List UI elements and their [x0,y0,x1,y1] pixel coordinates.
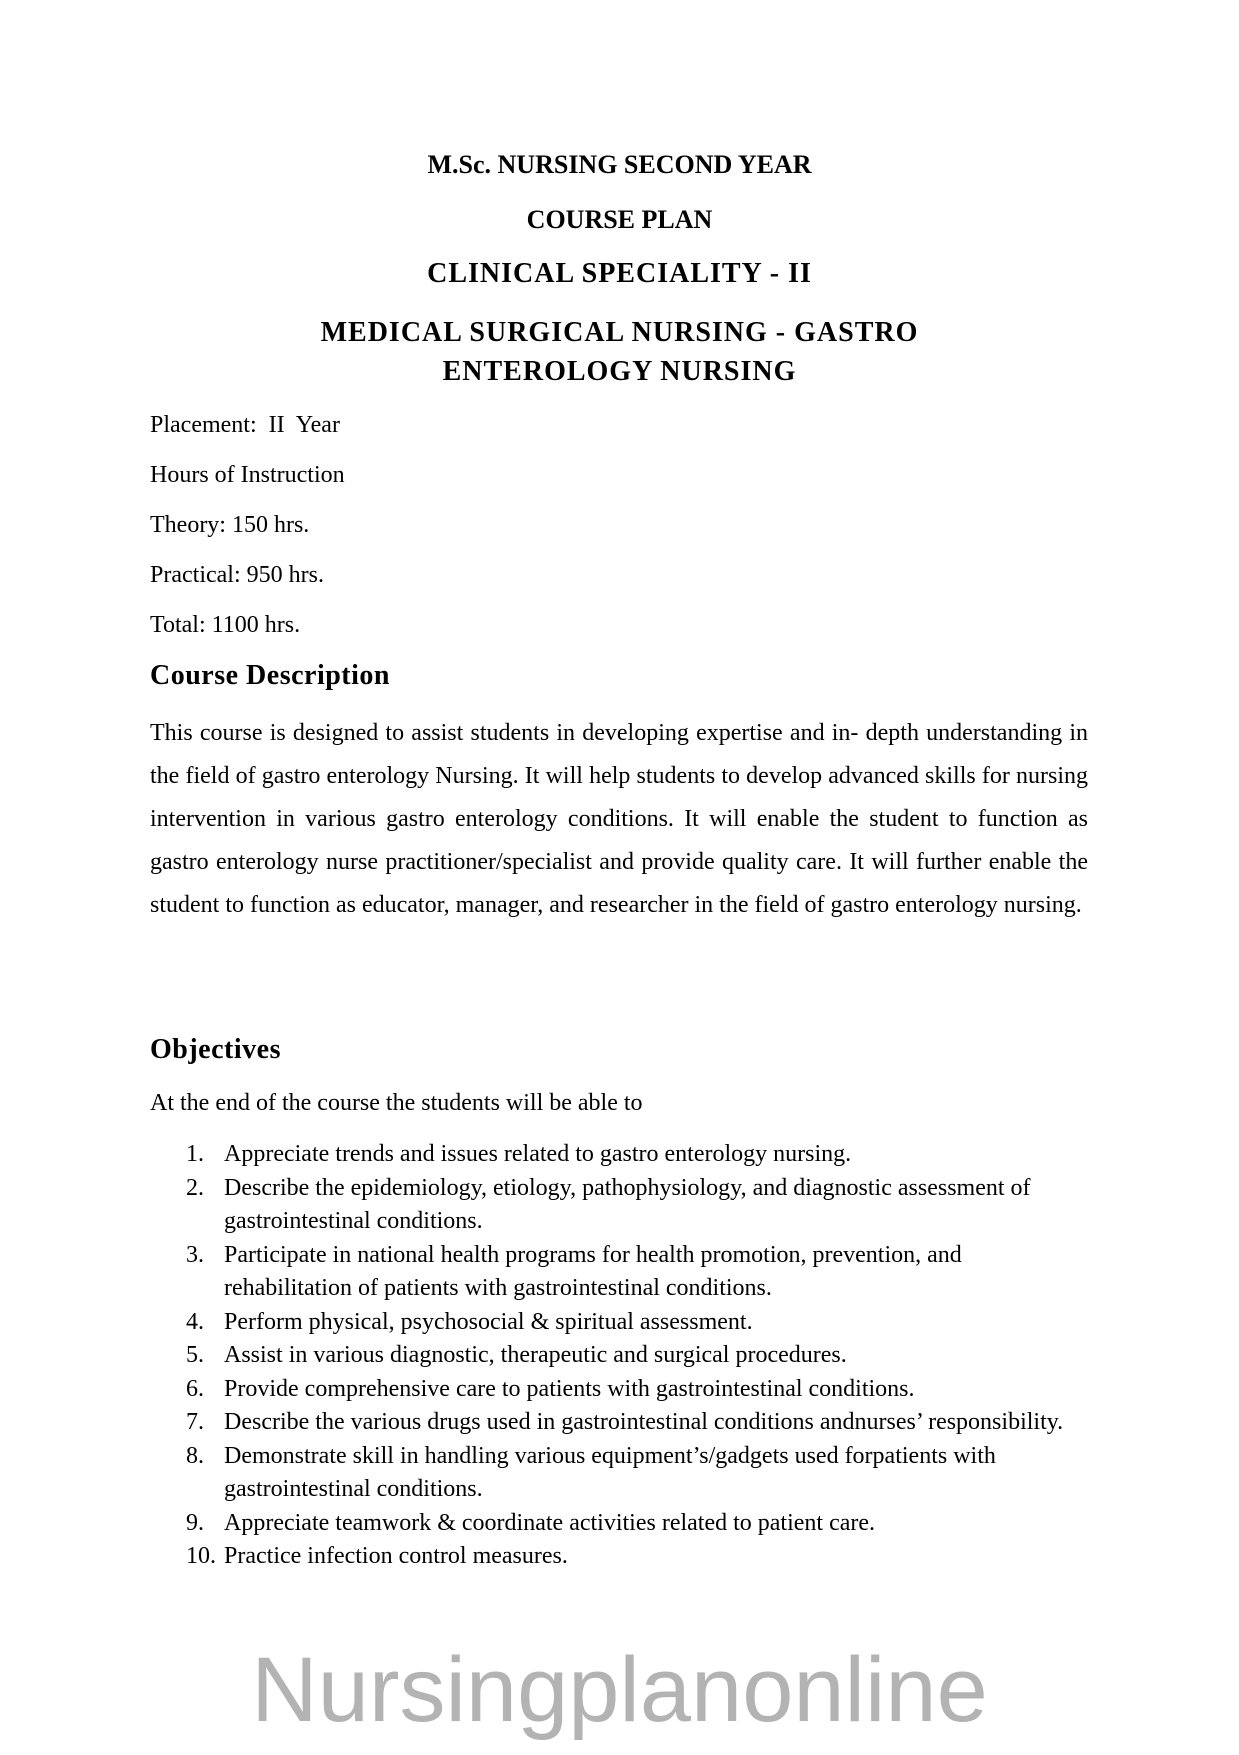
course-description-heading: Course Description [150,660,390,691]
objective-number: 9. [186,1509,204,1536]
objective-item [186,1406,1086,1440]
subject-title [0,313,1239,391]
objective-text: Practice infection control measures. [224,1543,568,1569]
objective-item [186,1339,1086,1373]
objective-number: 5. [186,1342,204,1368]
theory-hours: Theory: 150 hrs. [150,512,310,538]
objective-item [186,1138,1086,1172]
objective-text: Appreciate teamwork & coordinate activities related to patient care. [224,1509,876,1536]
objective-item [186,1306,1086,1340]
objective-number: 4. [186,1308,204,1335]
objective-text: Participate in national health programs for health promotion, prevention, and rehabilitation of patients with gastrointestinal conditions. [224,1241,962,1301]
objective-item [186,1540,1086,1574]
subject-title-line-2: ENTEROLOGY NURSING [442,356,797,387]
practical-hours: Practical: 950 hrs. [150,562,324,588]
objective-item [186,1239,1086,1306]
objective-text: Describe the various drugs used in gastrointestinal conditions andnurses’ responsibility. [224,1409,1064,1435]
objective-text: Perform physical, psychosocial & spiritual assessment. [224,1308,753,1335]
objective-item [186,1373,1086,1407]
course-plan-title: COURSE PLAN [526,205,713,234]
watermark: Nursingplanonline [251,1639,988,1741]
course-description-text: This course is designed to assist students in developing expertise and in- depth understanding in the field of gastro enterology Nursing. It will help students to develop advanced skills for nursing intervention in various gastro enterology conditions. It will enable the student to function as gastro enterology nurse practitioner/specialist and provide quality care. It will further enable the student to function as educator, manager, and researcher in the field of gastro enterology nursing. [150,720,1088,918]
objective-item [186,1172,1086,1239]
hours-of-instruction-label: Hours of Instruction [150,462,345,488]
objectives-heading: Objectives [150,1034,281,1065]
clinical-speciality-title: CLINICAL SPECIALITY - II [427,258,812,289]
objective-number: 3. [186,1241,204,1268]
objective-text: Describe the epidemiology, etiology, pathophysiology, and diagnostic assessment of gastrointestinal conditions. [224,1174,1031,1234]
objective-text: Assist in various diagnostic, therapeutic and surgical procedures. [224,1342,847,1368]
objectives-list [186,1138,1086,1574]
objective-number: 10. [186,1543,216,1569]
objective-number: 1. [186,1141,204,1167]
objective-text: Demonstrate skill in handling various equipment’s/gadgets used forpatients with gastrointestinal conditions. [224,1442,996,1502]
objective-number: 8. [186,1442,204,1469]
objective-item [186,1440,1086,1507]
placement: Placement: II Year [150,412,340,438]
objective-text: Appreciate trends and issues related to gastro enterology nursing. [224,1141,852,1167]
objective-number: 6. [186,1375,204,1402]
objectives-intro: At the end of the course the students will be able to [150,1090,643,1116]
total-hours: Total: 1100 hrs. [150,612,301,638]
objective-item [186,1507,1086,1541]
objective-number: 2. [186,1174,204,1201]
program-title: M.Sc. NURSING SECOND YEAR [427,150,812,179]
subject-title-line-1: MEDICAL SURGICAL NURSING - GASTRO [320,317,919,348]
objective-text: Provide comprehensive care to patients with gastrointestinal conditions. [224,1375,915,1402]
objective-number: 7. [186,1409,204,1435]
